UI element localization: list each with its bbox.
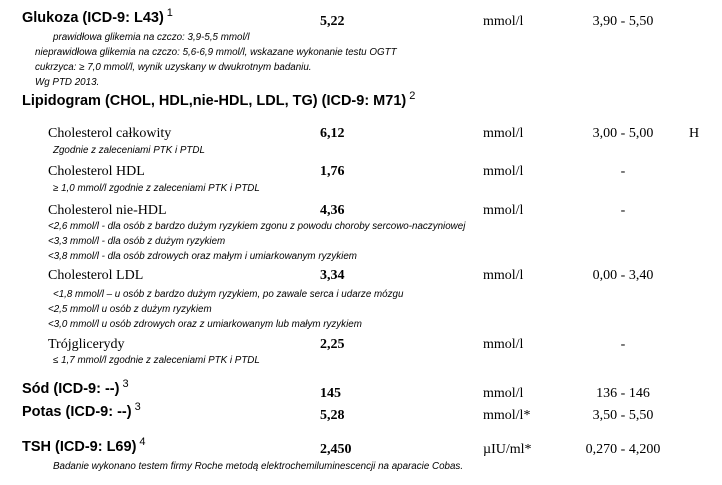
hdl-range: - bbox=[620, 164, 626, 179]
potas-value: 5,28 bbox=[320, 408, 345, 423]
hdl-note: ≥ 1,0 mmol/l zgodnie z zaleceniami PTK i PTDL bbox=[53, 183, 260, 194]
tg-range: - bbox=[620, 337, 626, 352]
chol-note: Zgodnie z zaleceniami PTK i PTDL bbox=[53, 145, 205, 156]
potas-unit: mmol/l* bbox=[483, 408, 531, 423]
niehdl-note: <3,8 mmol/l - dla osób zdrowych oraz małym i umiarkowanym ryzykiem bbox=[48, 251, 357, 262]
sod-footnote: 3 bbox=[122, 378, 129, 390]
tsh-range: 0,270 - 4,200 bbox=[585, 442, 661, 457]
chol-flag-high: H bbox=[689, 126, 700, 141]
ldl-unit: mmol/l bbox=[483, 268, 524, 283]
sod-unit: mmol/l bbox=[483, 386, 524, 401]
chol-name: Cholesterol całkowity bbox=[48, 126, 172, 141]
sod-value: 145 bbox=[320, 386, 341, 401]
glukoza-unit: mmol/l bbox=[483, 14, 524, 29]
tg-unit: mmol/l bbox=[483, 337, 524, 352]
hdl-value: 1,76 bbox=[320, 164, 345, 179]
chol-value: 6,12 bbox=[320, 126, 345, 141]
glukoza-note: nieprawidłowa glikemia na czczo: 5,6-6,9 mmol/l, wskazane wykonanie testu OGTT bbox=[35, 47, 397, 58]
potas-range: 3,50 - 5,50 bbox=[592, 408, 654, 423]
glukoza-footnote: 1 bbox=[166, 7, 173, 19]
niehdl-note: <2,6 mmol/l - dla osób z bardzo dużym ryzykiem zgonu z powodu choroby sercowo-naczyniowej bbox=[48, 221, 466, 232]
hdl-unit: mmol/l bbox=[483, 164, 524, 179]
niehdl-value: 4,36 bbox=[320, 203, 345, 218]
ldl-range: 0,00 - 3,40 bbox=[592, 268, 654, 283]
tg-name: Trójglicerydy bbox=[48, 337, 125, 352]
ldl-note: <3,0 mmol/l u osób zdrowych oraz z umiarkowanym lub małym ryzykiem bbox=[48, 319, 362, 330]
glukoza-test-name: Glukoza (ICD-9: L43) $^1$ bbox=[22, 7, 173, 26]
ldl-note: <2,5 mmol/l u osób z dużym ryzykiem bbox=[48, 304, 212, 315]
lipidogram-header: Lipidogram (CHOL, HDL,nie-HDL, LDL, TG) (ICD-9: M71) $^2$ bbox=[22, 90, 416, 109]
tg-note: ≤ 1,7 mmol/l zgodnie z zaleceniami PTK i PTDL bbox=[53, 355, 260, 366]
niehdl-note: <3,3 mmol/l - dla osób z dużym ryzykiem bbox=[48, 236, 226, 247]
tsh-value: 2,450 bbox=[320, 442, 352, 457]
niehdl-range: - bbox=[620, 203, 626, 218]
glukoza-note: Wg PTD 2013. bbox=[35, 77, 100, 88]
glukoza-value: 5,22 bbox=[320, 14, 345, 29]
potas-footnote: 3 bbox=[134, 401, 141, 413]
lipidogram-footnote: 2 bbox=[409, 90, 416, 102]
ldl-value: 3,34 bbox=[320, 268, 345, 283]
glukoza-range: 3,90 - 5,50 bbox=[592, 14, 654, 29]
tsh-unit: µIU/ml* bbox=[483, 442, 532, 457]
glukoza-note: cukrzyca: ≥ 7,0 mmol/l, wynik uzyskany w dwukrotnym badaniu. bbox=[35, 62, 312, 73]
tg-value: 2,25 bbox=[320, 337, 345, 352]
chol-unit: mmol/l bbox=[483, 126, 524, 141]
sod-test-name: Sód (ICD-9: --) $^3$ bbox=[22, 378, 129, 397]
ldl-name: Cholesterol LDL bbox=[48, 268, 144, 283]
tsh-footnote: 4 bbox=[139, 436, 146, 448]
tsh-test-name: TSH (ICD-9: L69) $^4$ bbox=[22, 436, 146, 455]
tsh-note: Badanie wykonano testem firmy Roche metodą elektrochemiluminescencji na aparacie Cobas. bbox=[53, 461, 464, 472]
chol-range: 3,00 - 5,00 bbox=[592, 126, 654, 141]
ldl-note: <1,8 mmol/l – u osób z bardzo dużym ryzykiem, po zawale serca i udarze mózgu bbox=[53, 289, 404, 300]
glukoza-note: prawidłowa glikemia na czczo: 3,9-5,5 mmol/l bbox=[53, 32, 250, 43]
potas-test-name: Potas (ICD-9: --) $^3$ bbox=[22, 401, 141, 420]
hdl-name: Cholesterol HDL bbox=[48, 164, 145, 179]
sod-range: 136 - 146 bbox=[596, 386, 650, 401]
niehdl-name: Cholesterol nie-HDL bbox=[48, 203, 167, 218]
niehdl-unit: mmol/l bbox=[483, 203, 524, 218]
